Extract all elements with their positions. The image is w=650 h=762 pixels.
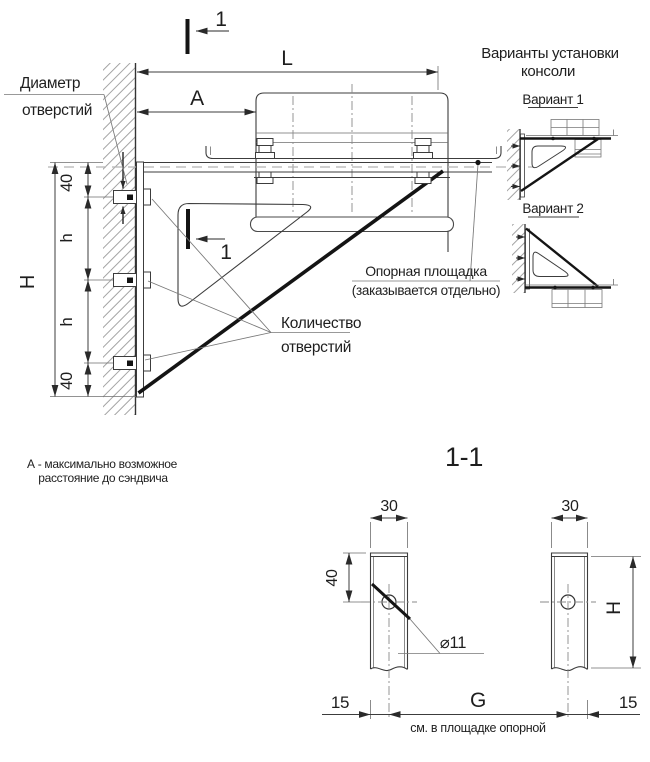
dim-label-H-main: H <box>17 274 39 290</box>
section-view <box>322 442 641 735</box>
clamp-bolt-right <box>414 139 433 184</box>
dim-label-40-bottom: 40 <box>58 372 76 390</box>
section-plate-right <box>552 553 588 671</box>
dim-H-section <box>591 557 641 669</box>
svg-text:отверстий: отверстий <box>22 102 93 119</box>
main-view <box>4 8 534 485</box>
dim-40-hole <box>324 553 366 602</box>
svg-text:Диаметр: Диаметр <box>20 75 81 92</box>
dim-label-15-right: 15 <box>618 693 638 712</box>
cut-inner-label: 1 <box>220 241 232 264</box>
dim-30-right <box>552 498 588 548</box>
support-platform <box>206 146 501 159</box>
dim-L <box>137 47 438 90</box>
clamp-bolt-left <box>256 139 275 184</box>
dim-label-40-top: 40 <box>58 174 76 192</box>
svg-text:отверстий: отверстий <box>281 339 352 356</box>
cut-top-label: 1 <box>215 8 227 31</box>
svg-text:консоли: консоли <box>520 63 576 80</box>
chimney-pipe <box>251 84 454 252</box>
dim-label-15-left: 15 <box>330 693 350 712</box>
dim-label-L: L <box>281 47 293 70</box>
dim-label-h-upper: h <box>58 233 76 243</box>
svg-text:Варианты установки: Варианты установки <box>481 45 619 62</box>
variant2-view <box>512 201 618 308</box>
console-back-plate <box>137 162 144 397</box>
section-cut-marker-inner <box>188 209 232 264</box>
dim-label-A: A <box>190 87 204 110</box>
section-cut-marker-top <box>188 8 230 54</box>
note-a <box>27 457 178 485</box>
svg-text:H: H <box>604 601 625 615</box>
svg-text:расстояние до сэндвича: расстояние до сэндвича <box>38 471 168 485</box>
dim-label-G: G <box>469 689 487 712</box>
pipe-joint-bead <box>251 217 454 232</box>
variant2-label: Вариант 2 <box>522 201 584 216</box>
variants-panel <box>481 45 619 308</box>
variants-title <box>481 45 619 80</box>
section-title: 1-1 <box>444 442 484 472</box>
variant2-cutout <box>533 252 568 276</box>
svg-text:А - максимально возможное: А - максимально возможное <box>26 457 178 471</box>
dim-label-h-lower: h <box>58 317 76 327</box>
svg-text:30: 30 <box>561 498 579 515</box>
svg-text:⌀11: ⌀11 <box>439 634 467 652</box>
dim-A <box>137 87 256 112</box>
svg-text:(заказывается отдельно): (заказывается отдельно) <box>351 283 501 298</box>
variant1-view <box>507 92 618 200</box>
svg-text:Количество: Количество <box>281 315 362 332</box>
svg-text:40: 40 <box>324 569 341 587</box>
variant2-pipe <box>552 290 602 308</box>
variant1-label: Вариант 1 <box>522 92 584 107</box>
dim-30-left <box>371 498 408 548</box>
see-support-note: см. в площадке опорной <box>410 721 546 735</box>
svg-text:30: 30 <box>380 498 398 515</box>
dim-bottom-row <box>322 689 640 735</box>
svg-text:Опорная площадка: Опорная площадка <box>365 263 487 279</box>
